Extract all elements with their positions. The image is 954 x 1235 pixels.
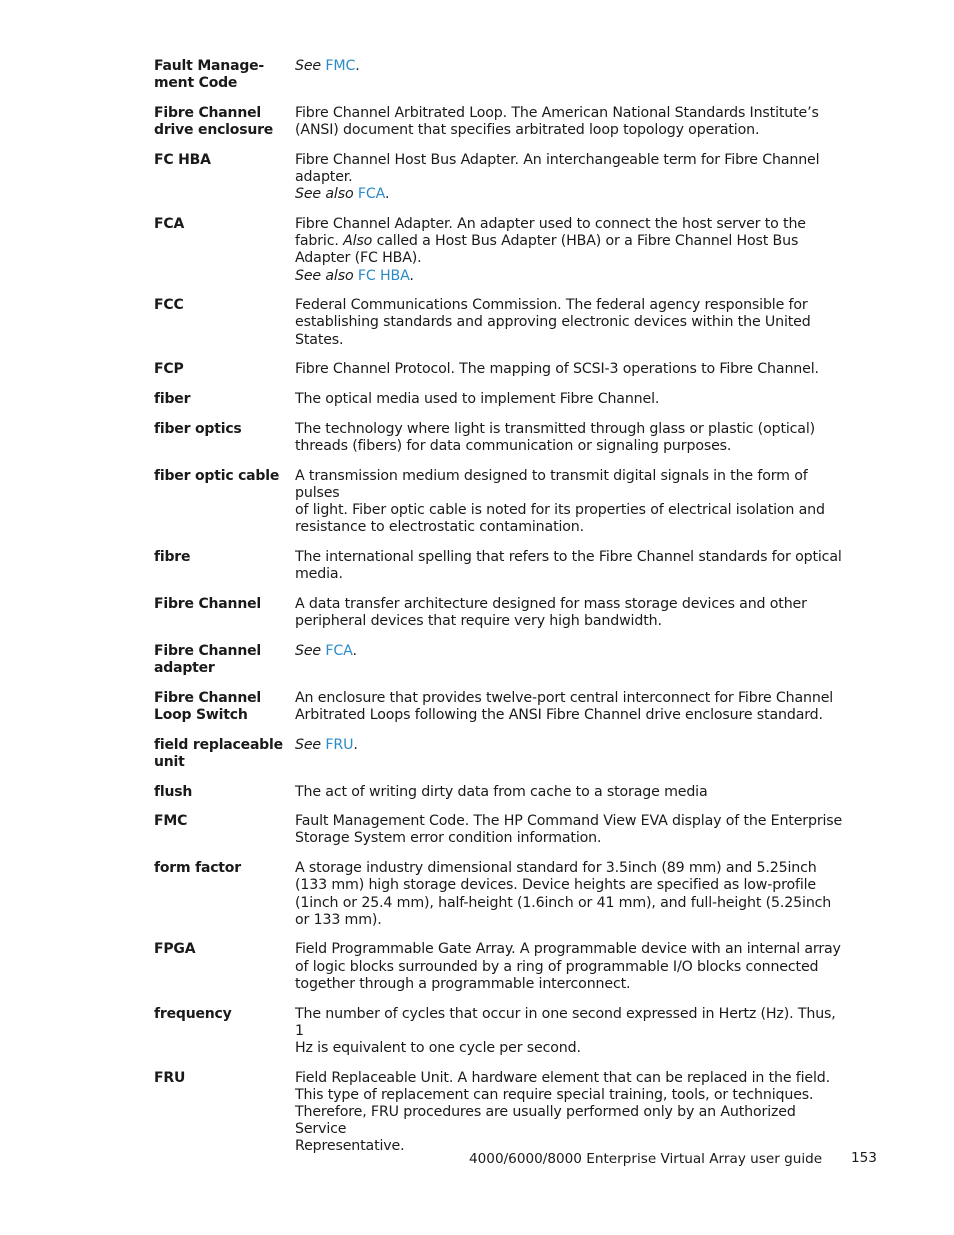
term-line: Fault Manage-	[154, 58, 265, 74]
term-line: fiber	[154, 391, 191, 408]
glossary-entry	[154, 105, 844, 139]
term-line: Fibre Channel	[154, 689, 261, 706]
definition-line	[295, 912, 844, 929]
glossary-definition	[295, 105, 844, 139]
glossary-entry	[154, 690, 844, 724]
glossary-entry	[154, 361, 844, 378]
definition-line	[295, 566, 844, 583]
glossary-entry	[154, 391, 844, 408]
term-line: Fibre Channel	[154, 595, 261, 612]
cross-reference-link[interactable]: FC HBA	[357, 267, 410, 284]
term-line: FCP	[154, 361, 184, 378]
glossary-definition	[295, 421, 844, 455]
definition-text: called a Host Bus Adapter (HBA) or a Fibre Channel Host Bus	[372, 233, 799, 250]
definition-line	[295, 860, 844, 877]
glossary-term	[154, 391, 295, 408]
glossary-term	[154, 105, 295, 139]
definition-line	[295, 613, 844, 630]
glossary-entry	[154, 1070, 844, 1156]
definition-text: adapter.	[295, 169, 353, 186]
glossary-term	[154, 1070, 295, 1156]
italic-text: See also	[295, 267, 354, 284]
definition-text: or 133 mm).	[295, 911, 382, 928]
definition-text: This type of replacement can require special training, tools, or techniques.	[295, 1086, 814, 1103]
definition-text: A transmission medium designed to transmit digital signals in the form of pulses	[295, 467, 808, 501]
glossary-definition	[295, 941, 844, 993]
term-line: FRU	[154, 1069, 186, 1086]
glossary-definition	[295, 737, 844, 771]
definition-line	[295, 468, 844, 502]
definition-line	[295, 813, 844, 830]
glossary-definition	[295, 643, 844, 677]
definition-text: fabric.	[295, 233, 344, 250]
definition-line	[295, 1006, 844, 1040]
definition-text: of light. Fiber optic cable is noted for its properties of electrical isolation and	[295, 502, 825, 519]
glossary-definition	[295, 58, 844, 92]
glossary-entry	[154, 297, 844, 349]
definition-line	[295, 519, 844, 536]
definition-line	[295, 268, 844, 285]
term-line: fibre	[154, 548, 191, 565]
definition-line	[295, 941, 844, 958]
definition-text: Fibre Channel Host Bus Adapter. An interchangeable term for Fibre Channel	[295, 151, 820, 168]
definition-text: .	[355, 58, 360, 74]
definition-line	[295, 643, 844, 660]
definition-line	[295, 216, 844, 233]
definition-line	[295, 186, 844, 203]
term-line: ment Code	[154, 75, 238, 92]
glossary-term	[154, 596, 295, 630]
glossary-term	[154, 152, 295, 204]
glossary-list	[154, 58, 844, 1168]
definition-text: Federal Communications Commission. The federal agency responsible for	[295, 297, 808, 314]
term-line: Loop Switch	[154, 706, 248, 723]
definition-text: (133 mm) high storage devices. Device heights are specified as low-profile	[295, 877, 816, 894]
glossary-term	[154, 297, 295, 349]
definition-text: Adapter (FC HBA).	[295, 250, 422, 267]
glossary-term	[154, 737, 295, 771]
definition-text: peripheral devices that require very high bandwidth.	[295, 613, 662, 630]
glossary-definition	[295, 1006, 844, 1058]
definition-line	[295, 830, 844, 847]
glossary-term	[154, 58, 295, 92]
glossary-term	[154, 1006, 295, 1058]
glossary-entry	[154, 860, 844, 929]
glossary-term	[154, 421, 295, 455]
definition-line	[295, 737, 844, 754]
term-line: form factor	[154, 860, 241, 877]
italic-text: See	[295, 642, 322, 659]
glossary-entry	[154, 421, 844, 455]
definition-line	[295, 152, 844, 169]
definition-text: Storage System error condition information.	[295, 830, 602, 847]
cross-reference-link[interactable]: FRU	[325, 736, 354, 753]
glossary-definition	[295, 690, 844, 724]
glossary-term	[154, 549, 295, 583]
glossary-entry	[154, 737, 844, 771]
definition-text: .	[384, 186, 390, 203]
definition-text: (ANSI) document that specifies arbitrated loop topology operation.	[295, 122, 760, 139]
definition-text: An enclosure that provides twelve-port central interconnect for Fibre Channel	[295, 689, 834, 706]
definition-text: Therefore, FRU procedures are usually performed only by an Authorized Service	[295, 1104, 796, 1138]
term-line: unit	[154, 753, 185, 770]
definition-line	[295, 1070, 844, 1087]
term-line: flush	[154, 783, 193, 800]
definition-text: The optical media used to implement Fibre Channel.	[295, 391, 660, 408]
term-line: Fibre Channel	[154, 642, 261, 659]
glossary-term	[154, 468, 295, 537]
cross-reference-link[interactable]: FCA	[325, 642, 353, 659]
definition-line	[295, 58, 844, 75]
term-line: fiber optic cable	[154, 467, 280, 484]
glossary-definition	[295, 391, 844, 408]
definition-text: The technology where light is transmitted through glass or plastic (optical)	[295, 420, 816, 437]
cross-reference-link[interactable]: FMC	[325, 58, 356, 74]
definition-text: together through a programmable interconnect.	[295, 975, 631, 992]
definition-text: Field Programmable Gate Array. A programmable device with an internal array	[295, 941, 841, 958]
definition-text: Fibre Channel Adapter. An adapter used to connect the host server to the	[295, 215, 806, 232]
definition-text: .	[353, 736, 358, 753]
term-line: adapter	[154, 659, 215, 676]
glossary-entry	[154, 1006, 844, 1058]
definition-text: Representative.	[295, 1138, 405, 1155]
definition-text: The international spelling that refers to the Fibre Channel standards for optical	[295, 548, 842, 565]
italic-text: See also	[295, 186, 354, 203]
glossary-entry	[154, 784, 844, 801]
glossary-definition	[295, 813, 844, 847]
glossary-entry	[154, 941, 844, 993]
definition-text: A data transfer architecture designed for mass storage devices and other	[295, 595, 807, 612]
glossary-term	[154, 643, 295, 677]
glossary-term	[154, 784, 295, 801]
definition-line	[295, 297, 844, 314]
glossary-definition	[295, 361, 844, 378]
italic-text: See	[295, 736, 322, 753]
term-line: FPGA	[154, 941, 196, 958]
glossary-definition	[295, 468, 844, 537]
definition-text: Arbitrated Loops following the ANSI Fibre Channel drive enclosure standard.	[295, 706, 823, 723]
glossary-entry	[154, 596, 844, 630]
definition-text: media.	[295, 566, 343, 583]
definition-line	[295, 361, 844, 378]
definition-line	[295, 976, 844, 993]
definition-line	[295, 959, 844, 976]
definition-line	[295, 250, 844, 267]
definition-line	[295, 421, 844, 438]
footer-title: 4000/6000/8000 Enterprise Virtual Array user guide	[469, 1151, 823, 1167]
glossary-definition	[295, 297, 844, 349]
term-line: Fibre Channel	[154, 104, 261, 121]
definition-text: The act of writing dirty data from cache to a storage media	[295, 783, 708, 800]
definition-text: A storage industry dimensional standard for 3.5inch (89 mm) and 5.25inch	[295, 860, 817, 877]
definition-line	[295, 391, 844, 408]
term-line: drive enclosure	[154, 122, 274, 139]
glossary-entry	[154, 216, 844, 285]
glossary-entry	[154, 549, 844, 583]
definition-text: Field Replaceable Unit. A hardware element that can be replaced in the field.	[295, 1069, 831, 1086]
term-line: FC HBA	[154, 151, 211, 168]
glossary-definition	[295, 1070, 844, 1156]
page-number: 153	[851, 1150, 877, 1166]
definition-text: .	[352, 642, 357, 659]
glossary-definition	[295, 860, 844, 929]
glossary-entry	[154, 468, 844, 537]
definition-text: Fibre Channel Arbitrated Loop. The American National Standards Institute’s	[295, 104, 819, 121]
definition-line	[295, 314, 844, 348]
definition-line	[295, 1040, 844, 1057]
definition-line	[295, 549, 844, 566]
definition-line	[295, 105, 844, 122]
definition-line	[295, 596, 844, 613]
definition-line	[295, 438, 844, 455]
definition-text: resistance to electrostatic contamination.	[295, 519, 585, 536]
definition-line	[295, 877, 844, 894]
definition-line	[295, 1104, 844, 1138]
glossary-term	[154, 361, 295, 378]
glossary-definition	[295, 596, 844, 630]
glossary-entry	[154, 643, 844, 677]
definition-text: establishing standards and approving electronic devices within the United States.	[295, 314, 811, 348]
term-line: FMC	[154, 813, 188, 830]
definition-text: (1inch or 25.4 mm), half-height (1.6inch or 41 mm), and full-height (5.25inch	[295, 894, 832, 911]
definition-line	[295, 122, 844, 139]
term-line: fiber optics	[154, 420, 242, 437]
italic-text: See	[295, 58, 322, 74]
term-line: frequency	[154, 1005, 232, 1022]
definition-line	[295, 690, 844, 707]
term-line: FCC	[154, 297, 184, 314]
term-line: field replaceable	[154, 736, 283, 753]
definition-line	[295, 784, 844, 801]
glossary-definition	[295, 216, 844, 285]
definition-line	[295, 895, 844, 912]
glossary-term	[154, 690, 295, 724]
definition-line	[295, 1087, 844, 1104]
glossary-entry	[154, 152, 844, 204]
definition-text: of logic blocks surrounded by a ring of programmable I/O blocks connected	[295, 958, 819, 975]
definition-text: .	[409, 267, 414, 284]
definition-text: Fault Management Code. The HP Command View EVA display of the Enterprise	[295, 813, 843, 830]
definition-line	[295, 233, 844, 250]
glossary-definition	[295, 784, 844, 801]
definition-line	[295, 502, 844, 519]
definition-text: The number of cycles that occur in one second expressed in Hertz (Hz). Thus, 1	[295, 1005, 836, 1039]
definition-line	[295, 707, 844, 724]
definition-line	[295, 169, 844, 186]
definition-text: Hz is equivalent to one cycle per second.	[295, 1039, 581, 1056]
glossary-definition	[295, 549, 844, 583]
glossary-term	[154, 941, 295, 993]
italic-text: Also	[343, 233, 373, 250]
definition-text: Fibre Channel Protocol. The mapping of SCSI-3 operations to Fibre Channel.	[295, 361, 819, 378]
cross-reference-link[interactable]: FCA	[357, 186, 385, 203]
glossary-term	[154, 813, 295, 847]
definition-text: threads (fibers) for data communication or signaling purposes.	[295, 437, 732, 454]
term-line: FCA	[154, 215, 185, 232]
glossary-entry	[154, 813, 844, 847]
glossary-definition	[295, 152, 844, 204]
glossary-entry	[154, 58, 844, 92]
glossary-term	[154, 216, 295, 285]
glossary-term	[154, 860, 295, 929]
